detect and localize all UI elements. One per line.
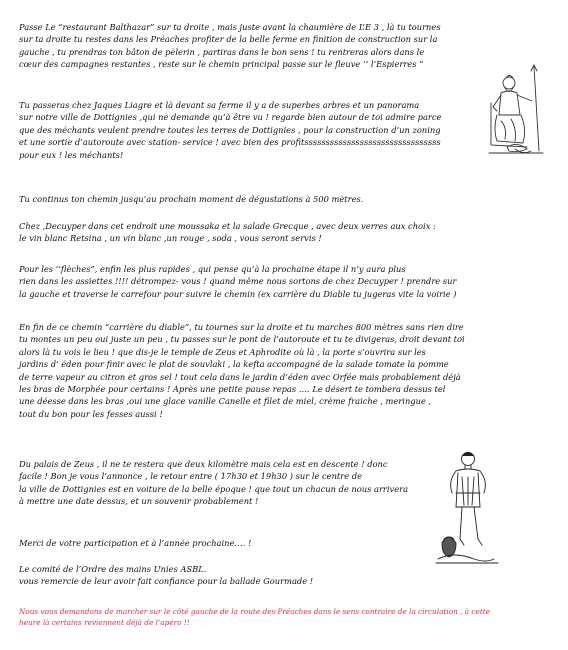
text-line: Chez ,Decuyper dans cet endroit une moussaka et la salade Grecque , avec deux verres aux choix :: [19, 221, 436, 231]
text-line: à mettre une date dessus, et un souvenir probablement !: [19, 496, 259, 507]
text-line: Tu continus ton chemin jusqu’au prochain moment de dégustations à 500 mètres.: [19, 194, 364, 204]
seated-god-icon: [487, 63, 553, 158]
paragraph-jaques-liagre: [19, 99, 441, 161]
text-line: les bras de Morphée pour certains ! Après une petite pause repas …. Le désert te tombera dessus tel: [19, 384, 446, 395]
text-line: alors là tu vois le lieu ! que dis-je le temple de Zeus et Aphrodite où là , la porte s’ouvrira sur les: [19, 346, 426, 357]
footer-line: Nous vous demandons de marcher sur le côté gauche de la route des Préaches dans le sens contraire de la circulation , à cette: [19, 607, 491, 616]
text-line: En fin de ce chemin “carrière du diable”, tu tournes sur la droite et tu marches 800 mètres sans rien dire: [19, 322, 464, 332]
text-line: rien dans les assiettes !!!! détrompez- vous ! quand même nous sortons de chez Decuyper ! prendre sur: [19, 276, 457, 287]
text-line: facile ! Bon je vous l’annonce , le retour entre ( 17h30 et 19h30 ) sur le centre de: [19, 471, 362, 482]
paragraph-merci: [19, 537, 251, 549]
text-line: une déesse dans les bras ,oui une glace vanille Canelle et filet de miel, crème fraiche , meringue ,: [19, 396, 432, 407]
text-line: Passe Le “restaurant Balthazar” sur ta droite , mais juste avant la chaumière de L’E 3 , là tu tournes: [19, 22, 441, 32]
greek-god-seated-illustration: [487, 63, 553, 158]
paragraph-restaurant-balthazar: [19, 21, 441, 71]
text-line: Pour les ‘’flèches”, enfin les plus rapides , qui pense qu’à la prochaine étape il n’y aura plus: [19, 264, 406, 274]
paragraph-comite: [19, 563, 313, 588]
paragraph-chez-decuyper: [19, 220, 436, 245]
text-line: vous remercie de leur avoir fait confiance pour la ballade Gourmade !: [19, 576, 314, 587]
paragraph-palais-de-zeus: [19, 458, 408, 508]
text-line: Du palais de Zeus , il ne te restera que deux kilomètre mais cela est en descente ! donc: [19, 459, 388, 469]
text-line: la ville de Dottignies est en voiture de la belle époque ! que tout un chacun de nous arrivera: [19, 483, 409, 494]
paragraph-degustations: [19, 193, 363, 205]
text-line: Le comité de l’Ordre des mains Unies ASBL.: [19, 564, 207, 574]
text-line: que des méchants veulent prendre toutes les terres de Dottignies , pour la construction d’un zoning: [19, 124, 441, 135]
text-line: Merci de votre participation et à l’année prochaine…. !: [19, 538, 252, 548]
text-line: Tu passeras chez Jaques Liagre et là devant sa ferme il y a de superbes arbres et un panorama: [19, 100, 420, 110]
greek-figure-illustration: [434, 447, 504, 567]
text-line: pour eux ! les méchants!: [19, 149, 124, 160]
text-line: jardins d’ éden pour finir avec le plat de souvlaki , la kefta accompagné de la salade tomate la pomme: [19, 359, 449, 370]
paragraph-fleches: [19, 263, 456, 300]
text-line: la gauche et traverse le carrefour pour suivre le chemin (ex carrière du Diable tu jugeras vite la voirie ): [19, 288, 457, 299]
text-line: sur ta droite tu restes dans les Préaches profiter de la belle ferme en finition de construction sur la: [19, 34, 438, 45]
paragraph-carriere-du-diable: [19, 321, 465, 420]
text-line: sur notre ville de Dottignies ,qui ne demande qu’à être vu ! regarde bien autour de toi admire parce: [19, 112, 442, 123]
text-line: tout du bon pour les fesses aussi !: [19, 408, 163, 419]
footer-warning: [19, 606, 490, 628]
text-line: cœur des campagnes restantes , reste sur le chemin principal passe sur le fleuve ‘’ l’Espierres ”: [19, 59, 424, 70]
text-line: gauche , tu prendras ton bâton de pèlerin , partiras dans le bon sens ! tu rentreras alors dans le: [19, 46, 425, 57]
text-line: et une sortie d’autoroute avec station- service ! avec bien des profitssssssssssssssssssssssssssssssss: [19, 137, 441, 148]
text-line: le vin blanc Retsina , un vin blanc ,un rouge , soda , vous seront servis !: [19, 233, 322, 244]
footer-line: heure là certains reviennent déjà de l’apéro !!: [19, 618, 190, 627]
text-line: de terre vapeur au citron et gros sel ! tout cela dans le jardin d’éden avec Orfée mais probablement déjà: [19, 371, 461, 382]
text-line: tu montes un peu oui juste un peu , tu passes sur le pont de l’autoroute et tu te divigeras, droit devant toi: [19, 334, 465, 345]
greek-figure-icon: [434, 447, 504, 567]
